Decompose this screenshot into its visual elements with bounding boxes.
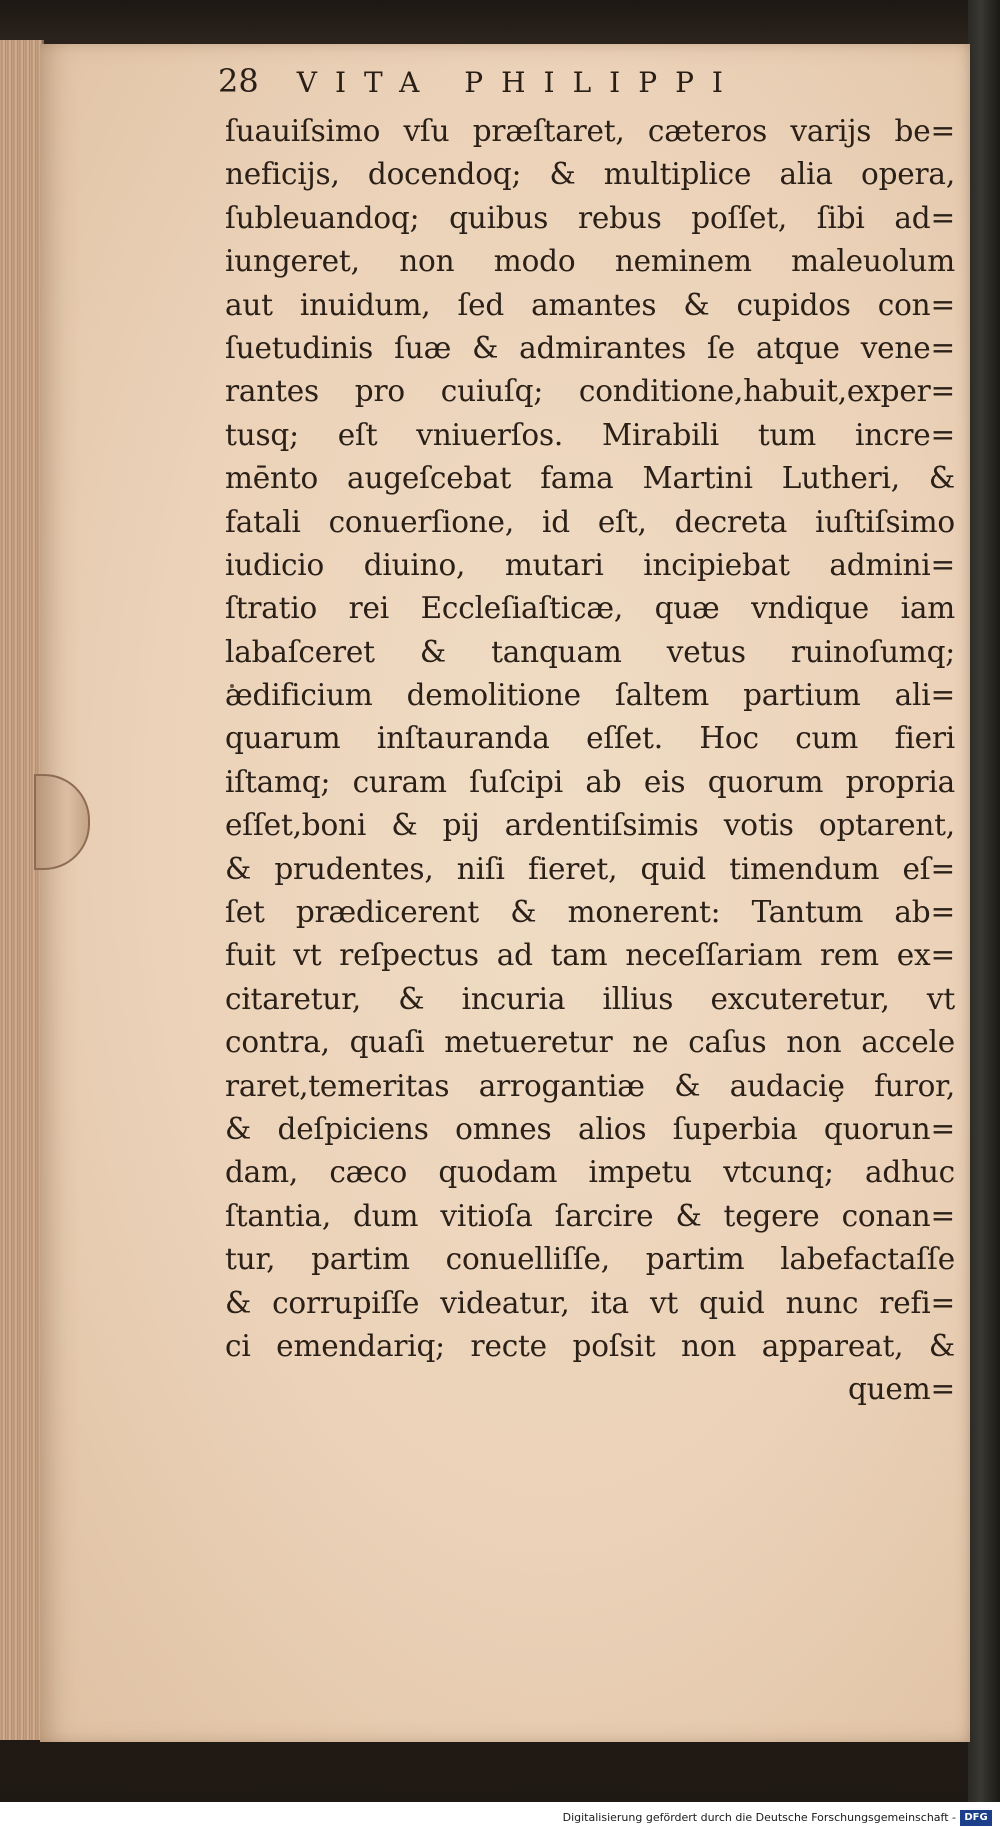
text-line: aut inuidum, ſed amantes & cupidos con= — [225, 287, 955, 322]
text-line: ſtantia, dum vitioſa ſarcire & tegere conan= — [225, 1198, 955, 1233]
text-line: rantes pro cuiuſq; conditione,habuit,exper= — [225, 374, 955, 409]
footer-bar — [0, 1802, 1000, 1830]
text-line: ſuauiſsimo vſu præſtaret, cæteros variјs be= — [225, 114, 955, 148]
text-line: quarum inſtauranda eſſet. Hoc cum fieri — [225, 721, 955, 756]
text-line: raret,temeritas arrogantiæ & audaciȩ furor, — [225, 1068, 955, 1103]
text-line: tusq; eſt vniuerſos. Mirabili tum incre= — [225, 417, 955, 452]
text-line: dam, cæco quodam impetu vtcunq; adhuc — [225, 1155, 955, 1190]
book-cover-edge — [968, 0, 1000, 1830]
page-stack-edges — [0, 40, 44, 1740]
digitization-note: Digitalisierung gefördert durch die Deutsche Forschungsgemeinschaft - — [562, 1811, 956, 1824]
page-number: 28 — [218, 62, 259, 100]
text-line: citaretur, & incuria illius excuteretur, vt — [225, 981, 955, 1016]
text-line: fuit vt reſpectus ad tam neceſſariam rem ex= — [225, 938, 955, 973]
text-line: ſuetudinis ſuæ & admirantes ſe atque vene= — [225, 330, 955, 365]
text-line: iungeret, non modo neminem maleuolum — [225, 244, 955, 279]
running-title: VITA PHILIPPI — [296, 66, 741, 99]
text-line: mēnto augeſcebat fama Martini Lutheri, & — [225, 461, 955, 496]
text-line: ſubleuandoq; quibus rebus poſſet, ſibi ad= — [225, 200, 955, 235]
clasp-tab — [34, 774, 90, 870]
text-line: fatali conuerſione, id eſt, decreta iuſtiſsimo — [225, 504, 955, 539]
text-line: iudicio diuino, mutari incipiebat admini= — [225, 547, 955, 582]
page-header — [218, 62, 858, 100]
text-line: labaſceret & tanquam vetus ruinoſumq; — [225, 634, 955, 669]
catchword: quem= — [847, 1372, 955, 1407]
text-line: ſet prædicerent & monerent: Tantum ab= — [225, 895, 955, 930]
dfg-logo: DFG — [960, 1810, 992, 1826]
text-line: & corrupiſſe videatur, ita vt quid nunc refi= — [225, 1285, 955, 1320]
text-line: & deſpiciens omnes alios ſuperbia quorun= — [225, 1111, 955, 1146]
text-line: ſtratio rei Eccleſiaſticæ, quæ vndique iam — [225, 591, 955, 626]
text-line: eſſet,boni & pij ardentiſsimis votis optarent, — [225, 808, 955, 843]
text-line: ci emendarіq; recte poſsit non appareat, & — [225, 1328, 955, 1363]
text-line: & prudentes, niſi fieret, quid timendum eſ= — [225, 851, 955, 886]
text-line: tur, partim conuelliſſe, partim labefactaſſe — [225, 1242, 955, 1277]
body-text — [225, 110, 955, 1412]
text-line: ædificium demolitione ſaltem partium ali= — [225, 678, 955, 713]
text-line: contra, quaſi metueretur ne caſus non accele — [225, 1025, 955, 1060]
text-line: iſtamq; curam ſuſcipi ab eis quorum propria — [225, 764, 955, 799]
text-line: neficijs, docendoq; & multiplice alia opera, — [225, 157, 955, 192]
